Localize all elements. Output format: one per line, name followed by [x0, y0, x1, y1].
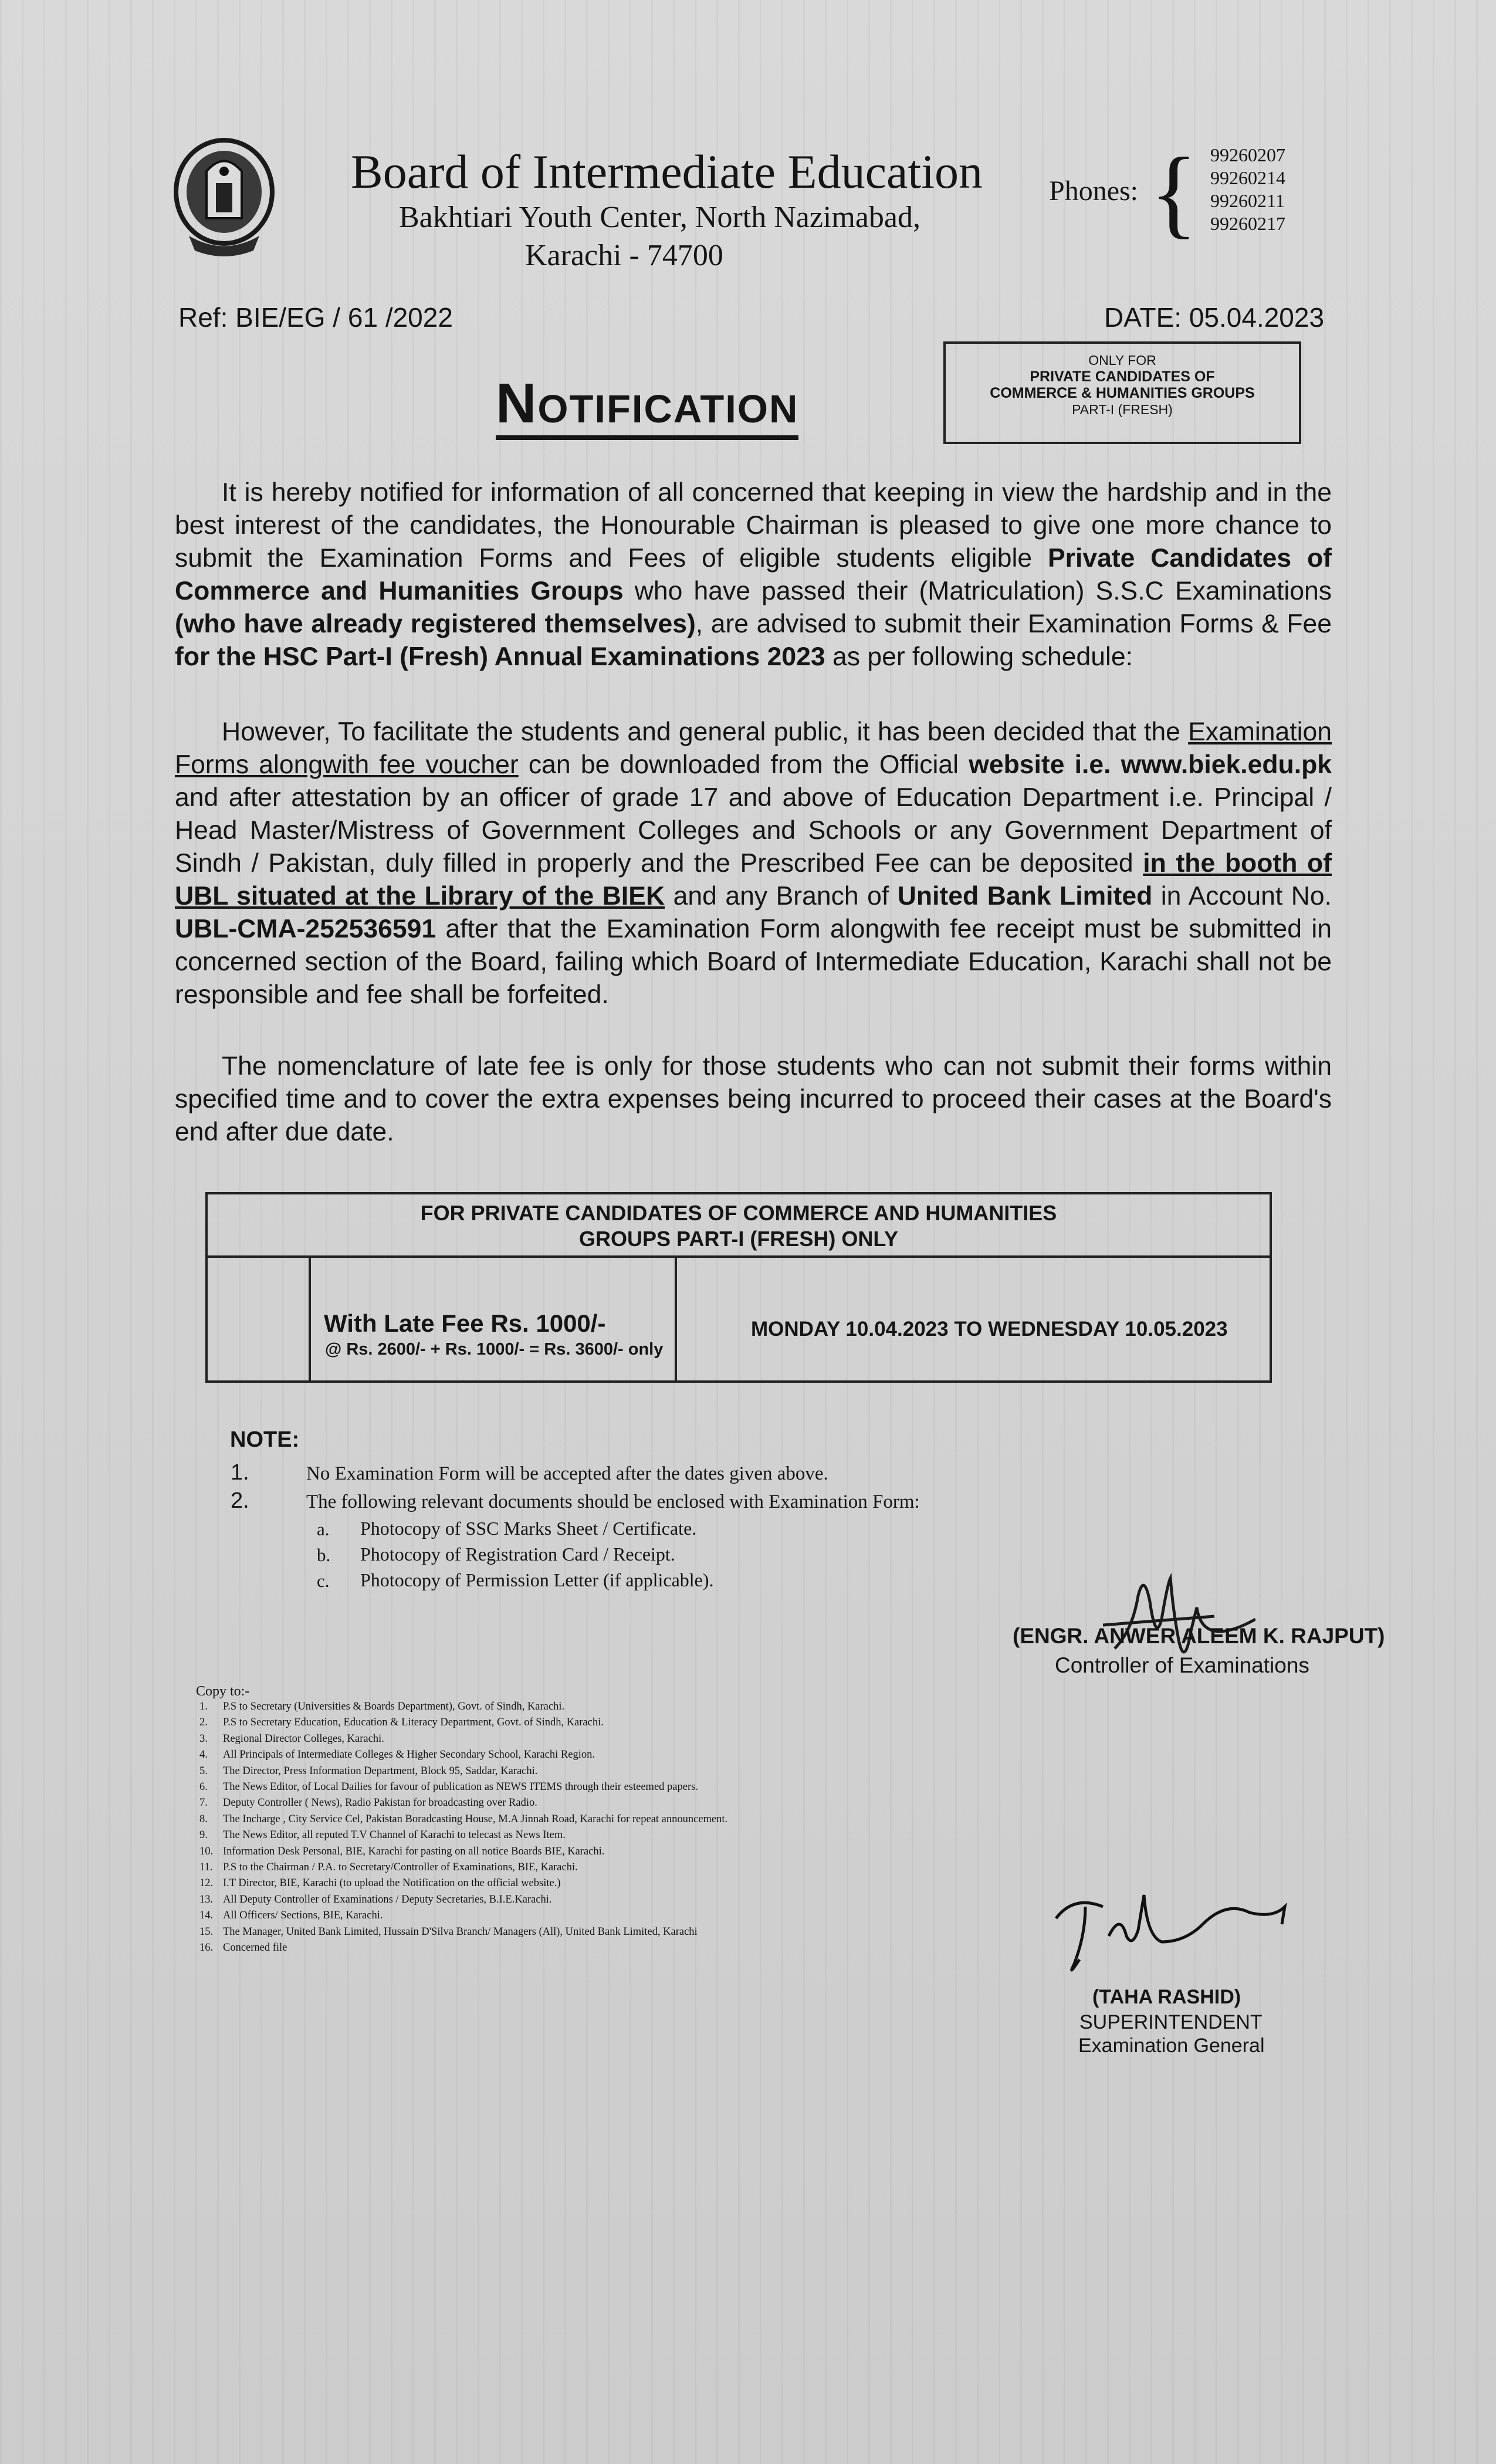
only-for-line: COMMERCE & HUMANITIES GROUPS — [990, 385, 1255, 401]
copy-to-list — [199, 1699, 727, 1957]
list-item: 13. All Deputy Controller of Examinations / Deputy Secretaries, B.I.E.Karachi. — [199, 1893, 552, 1905]
controller-title: Controller of Examinations — [1055, 1653, 1309, 1677]
note-text: No Examination Form will be accepted after the dates given above. — [306, 1463, 828, 1484]
only-for-box — [943, 341, 1301, 444]
list-item: 1. P.S to Secretary (Universities & Boards Department), Govt. of Sindh, Karachi. — [199, 1701, 565, 1712]
only-for-line: PART-I (FRESH) — [1072, 402, 1173, 417]
reference-number: Ref: BIE/EG / 61 /2022 — [178, 302, 453, 333]
list-item: 16. Concerned file — [199, 1942, 287, 1954]
superintendent-title: SUPERINTENDENT — [1079, 2011, 1263, 2033]
only-for-line: PRIVATE CANDIDATES OF — [1030, 368, 1215, 385]
paragraph-3: The nomenclature of late fee is only for those students who can not submit their forms within specified time and to cover the extra expenses being incurred to proceed their cases at the Board's end after due date. — [175, 1052, 1332, 1146]
list-item: 11. P.S to the Chairman / P.A. to Secretary/Controller of Examinations, BIE, Karachi. — [199, 1861, 578, 1874]
late-fee-calculation: @ Rs. 2600/- + Rs. 1000/- = Rs. 3600/- only — [325, 1340, 664, 1359]
list-item: 12. I.T Director, BIE, Karachi (to upload the Notification on the official website.) — [199, 1877, 561, 1890]
list-item: 4. All Principals of Intermediate Colleges & Higher Secondary School, Karachi Region. — [199, 1749, 595, 1761]
phones-label: Phones: — [1049, 175, 1139, 207]
list-item: 6. The News Editor, of Local Dailies for favour of publication as NEWS ITEMS through their esteemed papers. — [199, 1781, 698, 1793]
phone-number: 99260207 — [1210, 144, 1285, 165]
note-sub-label: b. — [317, 1545, 331, 1565]
notification-title: Notification — [496, 377, 798, 440]
board-logo-emblem — [165, 136, 283, 262]
note-sub-label: a. — [317, 1519, 330, 1539]
note-sub-text: Photocopy of Registration Card / Receipt. — [360, 1544, 675, 1565]
list-item: 10. Information Desk Personal, BIE, Karachi for pasting on all notice Boards BIE, Karachi. — [199, 1845, 605, 1857]
note-sub-text: Photocopy of Permission Letter (if applicable). — [360, 1569, 714, 1590]
note-text: The following relevant documents should be enclosed with Examination Form: — [306, 1491, 920, 1512]
schedule-fee-cell — [311, 1258, 677, 1383]
list-item: 8. The Incharge , City Service Cel, Pakistan Boradcasting House, M.A Jinnah Road, Karachi for repeat announcement. — [199, 1813, 728, 1825]
schedule-table-header: FOR PRIVATE CANDIDATES OF COMMERCE AND HUMANITIES GROUPS PART-I (FRESH) ONLY — [208, 1194, 1270, 1258]
phone-number: 99260211 — [1210, 190, 1285, 211]
note-number: 1. — [231, 1460, 249, 1485]
phone-number: 99260217 — [1210, 213, 1285, 234]
paragraph-1: It is hereby notified for information of all concerned that keeping in view the hardship and in the best interest of the candidates, the Honourable Chairman is pleased to give one more chance to submit the Examination Forms and Fees of eligible students eligible Private Candidates of Commerce and Humanities Groups who have passed their (Matriculation) S.S.C Examinations (who have already registered themselves), are advised to submit their Examination Forms & Fee for the HSC Part-I (Fresh) Annual Examinations 2023 as per following schedule: — [175, 478, 1332, 671]
list-item: 9. The News Editor, all reputed T.V Channel of Karachi to telecast as News Item. — [199, 1829, 566, 1842]
phone-number: 99260214 — [1210, 167, 1285, 188]
list-item: 3. Regional Director Colleges, Karachi. — [199, 1732, 384, 1745]
schedule-table — [205, 1192, 1272, 1383]
list-item: 5. The Director, Press Information Department, Block 95, Saddar, Karachi. — [199, 1765, 538, 1777]
list-item: 15. The Manager, United Bank Limited, Hussain D'Silva Branch/ Managers (All), United Bank Limited, Karachi — [199, 1925, 698, 1938]
list-item: 14. All Officers/ Sections, BIE, Karachi. — [199, 1910, 383, 1922]
copy-to-heading: Copy to:- — [196, 1684, 250, 1699]
note-number: 2. — [231, 1488, 249, 1513]
list-item: 2. P.S to Secretary Education, Education & Literacy Department, Govt. of Sindh, Karachi. — [199, 1717, 604, 1729]
board-address-line2: Karachi - 74700 — [525, 239, 723, 272]
account-number: UBL-CMA-252536591 — [175, 915, 436, 943]
superintendent-name: (TAHA RASHID) — [1092, 1986, 1241, 2008]
only-for-line: ONLY FOR — [1088, 353, 1156, 368]
board-address-line1: Bakhtiari Youth Center, North Nazimabad, — [399, 201, 920, 234]
phones-list — [1210, 144, 1285, 235]
paragraph-2: However, To facilitate the students and general public, it has been decided that the Examination Forms alongwith fee voucher can be downloaded from the Official website i.e. www.biek.edu.pk and after attestation by an officer of grade 17 and above of Education Department i.e. Principal / Head Master/Mistress of Government Colleges and Schools or any Government Department of Sindh / Pakistan, duly filled in properly and the Prescribed Fee can be deposited in the booth of UBL situated at the Library of the BIEK and any Branch of United Bank Limited in Account No. UBL-CMA-252536591 after that the Examination Form alongwith fee receipt must be submitted in concerned section of the Board, failing which Board of Intermediate Education, Karachi shall not be responsible and fee shall be forfeited. — [175, 717, 1332, 1009]
superintendent-signature — [1050, 1871, 1297, 1989]
note-heading: NOTE: — [230, 1427, 300, 1452]
note-sub-label: c. — [317, 1571, 330, 1591]
phones-brace: { — [1150, 137, 1198, 248]
schedule-dates: MONDAY 10.04.2023 TO WEDNESDAY 10.05.2023 — [751, 1318, 1228, 1341]
schedule-empty-cell — [208, 1258, 311, 1383]
notification-date: DATE: 05.04.2023 — [1104, 302, 1325, 333]
website-link[interactable]: website i.e. www.biek.edu.pk — [969, 750, 1332, 779]
board-name: Board of Intermediate Education — [351, 145, 983, 198]
superintendent-department: Examination General — [1078, 2035, 1265, 2057]
late-fee-label: With Late Fee Rs. 1000/- — [324, 1309, 606, 1337]
list-item: 7. Deputy Controller ( News), Radio Pakistan for broadcasting over Radio. — [199, 1797, 537, 1809]
controller-name: (ENGR. ANWER ALEEM K. RAJPUT) — [1013, 1624, 1385, 1648]
note-sub-text: Photocopy of SSC Marks Sheet / Certificate. — [360, 1518, 697, 1539]
